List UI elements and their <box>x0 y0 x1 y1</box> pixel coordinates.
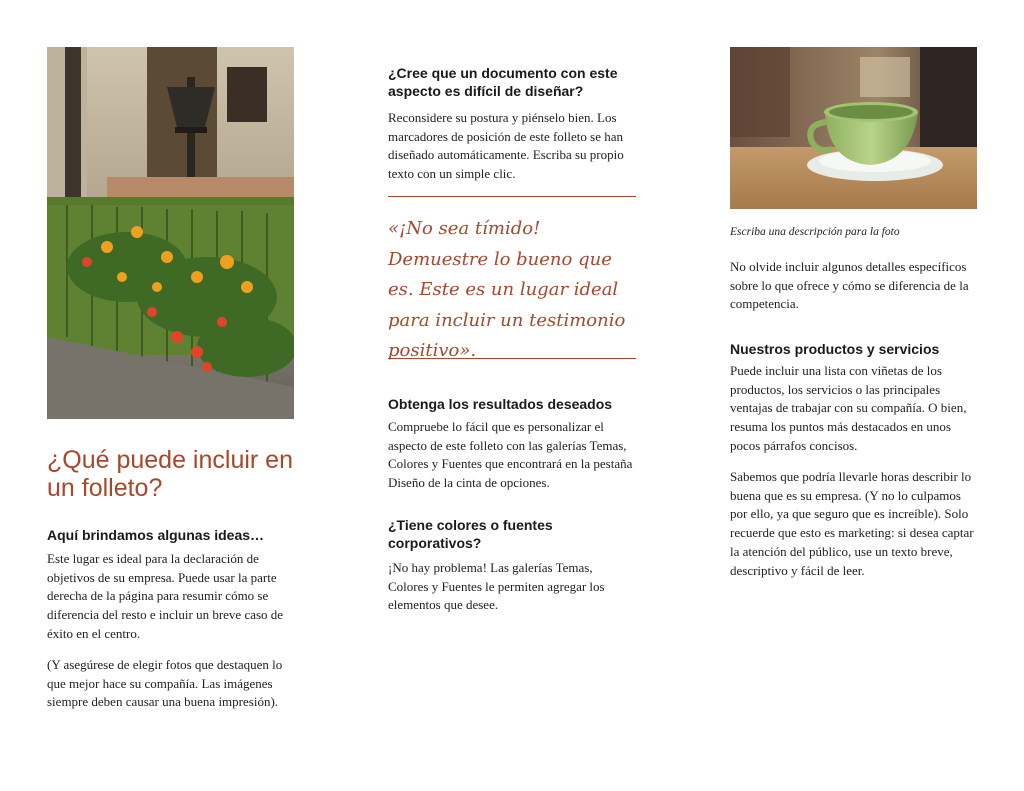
patio-photo <box>47 47 294 419</box>
left-paragraph-1: Este lugar es ideal para la declaración de objetivos de su empresa. Puede usar la parte derecha de la página para resumir cómo se diferencia del resto e incluir un breve caso de éxito en el centro. <box>47 551 284 641</box>
coffee-cup-photo <box>730 47 977 209</box>
right-paragraph-2: Puede incluir una lista con viñetas de los productos, los servicios o las principales ventajas de trabajar con su compañía. O bien, resuma los puntos más destacados en unos pocos párrafos concisos. <box>730 363 967 453</box>
quote-top-rule <box>388 196 636 197</box>
right-paragraph-3: Sabemos que podría llevarle horas describir lo buena que es su empresa. (Y no lo culpamos por ello, ya que seguro que es increíble). Solo recuerde que esto es marketing: si desea captar la atención del público, use un texto breve, descriptivo y fácil de leer. <box>730 469 974 578</box>
right-paragraph-1: No olvide incluir algunos detalles específicos sobre lo que ofrece y cómo se diferencia de la competencia. <box>730 259 969 312</box>
middle-heading-1: ¿Cree que un documento con este aspecto es difícil de diseñar? <box>388 65 618 99</box>
middle-heading-2: Obtenga los resultados deseados <box>388 396 613 412</box>
coffee-cup-photo-icon <box>730 47 977 209</box>
quote-bottom-rule <box>388 358 636 359</box>
testimonial-quote: «¡No sea tímido! Demuestre lo bueno que es. Este es un lugar ideal para incluir un testimonio positivo». <box>388 218 626 361</box>
main-title: ¿Qué puede incluir en un folleto? <box>47 446 293 502</box>
photo-caption: Escriba una descripción para la foto <box>730 226 900 238</box>
middle-paragraph-3: ¡No hay problema! Las galerías Temas, Colores y Fuentes le permiten agregar los elementos que desee. <box>388 560 605 613</box>
middle-paragraph-2: Compruebe lo fácil que es personalizar el aspecto de este folleto con las galerías Temas, Colores y Fuentes que encontrará en la pestaña Diseño de la cinta de opciones. <box>388 419 633 491</box>
middle-heading-3: ¿Tiene colores o fuentes corporativos? <box>388 517 553 551</box>
middle-paragraph-1: Reconsidere su postura y piénselo bien. Los marcadores de posición de este folleto se han diseñado automáticamente. Escriba su propio texto con un simple clic. <box>388 110 624 182</box>
patio-photo-icon <box>47 47 294 419</box>
left-subheading: Aquí brindamos algunas ideas… <box>47 527 265 543</box>
right-heading: Nuestros productos y servicios <box>730 341 940 357</box>
left-paragraph-2: (Y asegúrese de elegir fotos que destaquen lo que mejor hace su compañía. Las imágenes siempre deben causar una buena impresión). <box>47 657 283 710</box>
